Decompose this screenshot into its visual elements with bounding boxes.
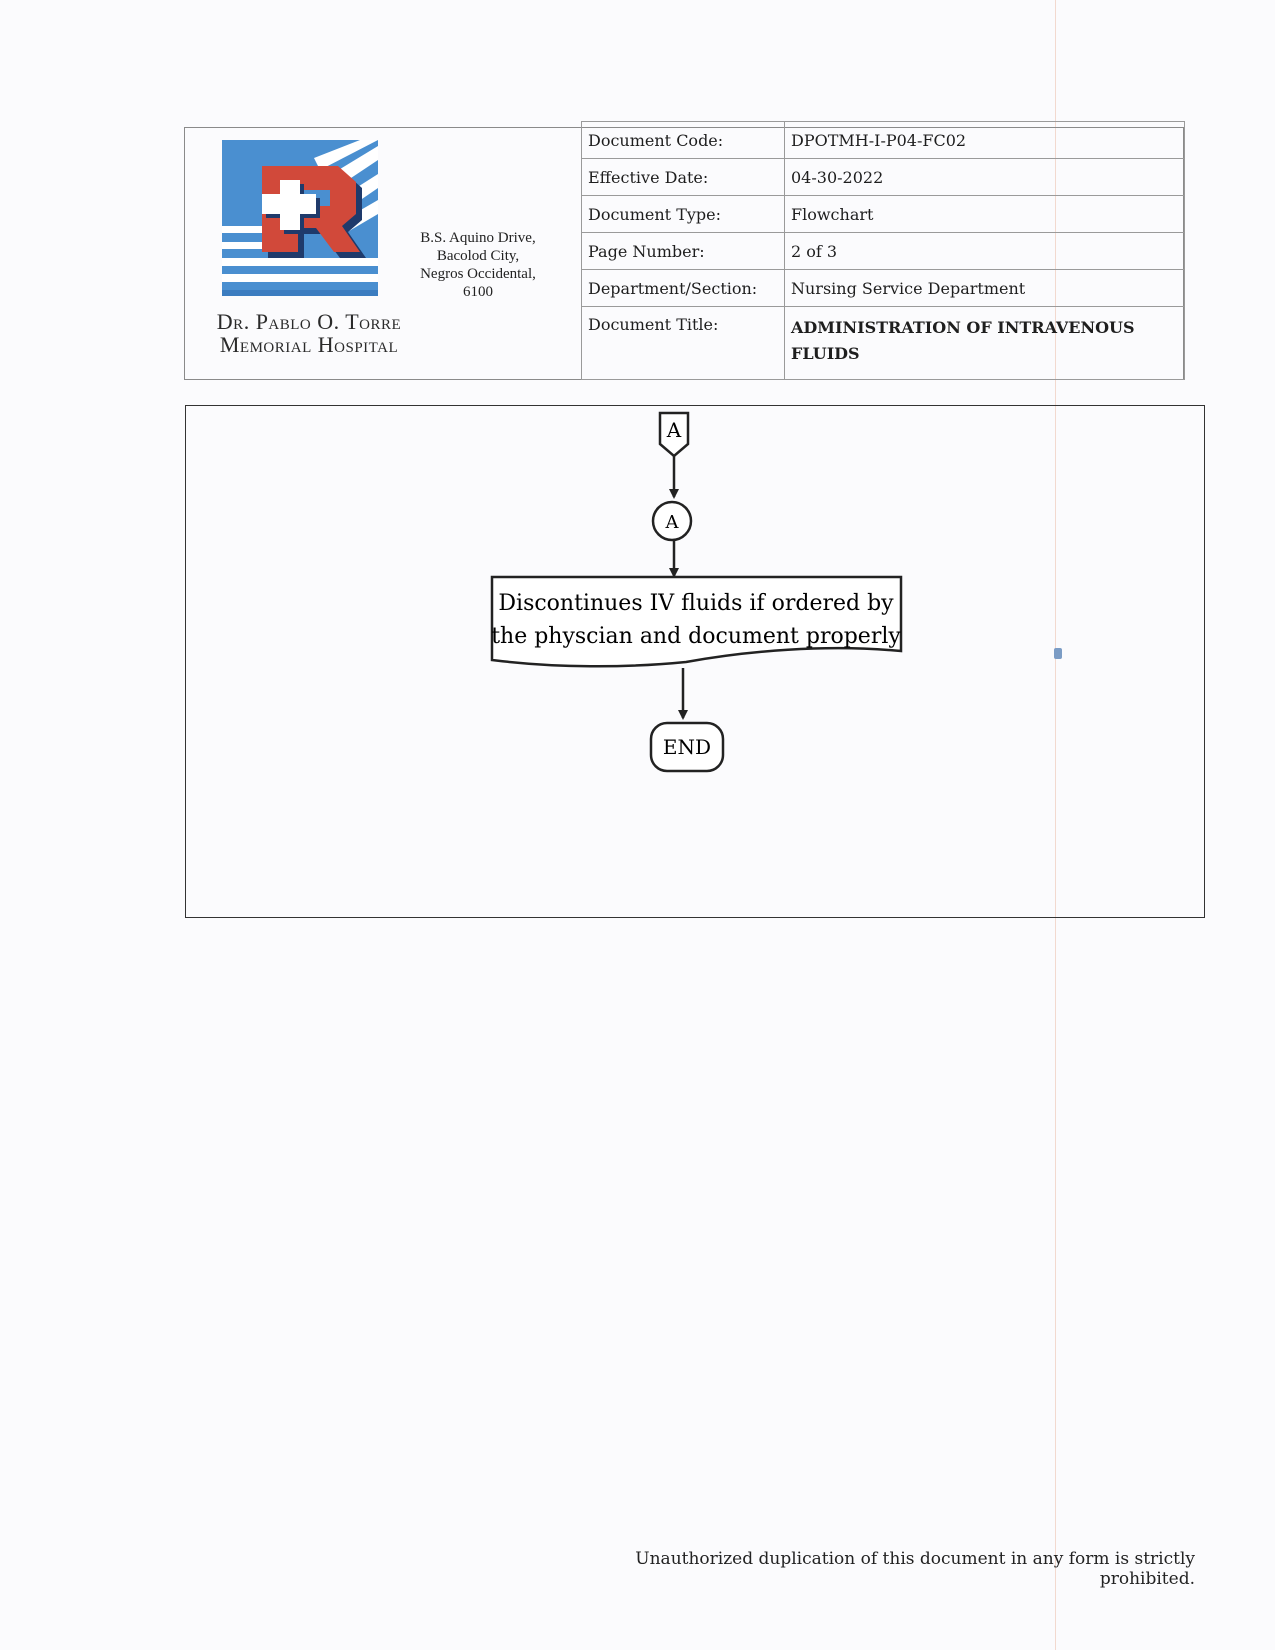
end-terminator-label: END xyxy=(662,735,712,759)
meta-label: Department/Section: xyxy=(582,270,785,307)
onpage-connector xyxy=(653,502,691,540)
document-header xyxy=(184,127,1184,380)
meta-label: Document Code: xyxy=(582,122,785,159)
meta-row-page xyxy=(582,233,1185,270)
address-line-4: 6100 xyxy=(463,284,493,300)
hospital-name-line-2: Memorial Hospital xyxy=(219,332,399,357)
hospital-name-line-1: Dr. Pablo O. Torre xyxy=(216,309,402,334)
meta-value: 04-30-2022 xyxy=(785,159,1185,196)
hospital-logo xyxy=(222,140,378,296)
address-line-3: Negros Occidental, xyxy=(420,266,536,282)
meta-label: Document Type: xyxy=(582,196,785,233)
flowchart xyxy=(186,406,1204,916)
meta-label: Page Number: xyxy=(582,233,785,270)
process-step-line-1: Discontinues IV fluids if ordered by xyxy=(498,591,894,616)
meta-row-title xyxy=(582,307,1185,380)
meta-row-code xyxy=(582,122,1185,159)
meta-row-type xyxy=(582,196,1185,233)
duplication-notice: Unauthorized duplication of this document in any form is strictly prohibited. xyxy=(635,1549,1195,1589)
end-terminator xyxy=(651,723,723,771)
document-title: ADMINISTRATION OF INTRAVENOUS FLUIDS xyxy=(785,307,1185,380)
meta-label: Document Title: xyxy=(582,307,785,380)
offpage-connector-label: A xyxy=(666,418,682,442)
meta-label: Effective Date: xyxy=(582,159,785,196)
meta-value: DPOTMH-I-P04-FC02 xyxy=(785,122,1185,159)
meta-value: 2 of 3 xyxy=(785,233,1185,270)
onpage-connector-label: A xyxy=(665,512,679,533)
hospital-logo-block xyxy=(199,140,409,357)
address-line-2: Bacolod City, xyxy=(436,248,520,264)
document-meta-table xyxy=(581,121,1185,380)
meta-value: Flowchart xyxy=(785,196,1185,233)
hospital-name xyxy=(199,310,419,356)
process-step-document xyxy=(491,577,901,666)
meta-row-department xyxy=(582,270,1185,307)
flowchart-frame xyxy=(185,405,1205,918)
meta-value: Nursing Service Department xyxy=(785,270,1185,307)
process-step-line-2: the physcian and document properly xyxy=(491,624,901,649)
hospital-address xyxy=(403,229,553,301)
address-line-1: B.S. Aquino Drive, xyxy=(420,230,536,246)
meta-row-date xyxy=(582,159,1185,196)
offpage-connector xyxy=(660,413,688,456)
